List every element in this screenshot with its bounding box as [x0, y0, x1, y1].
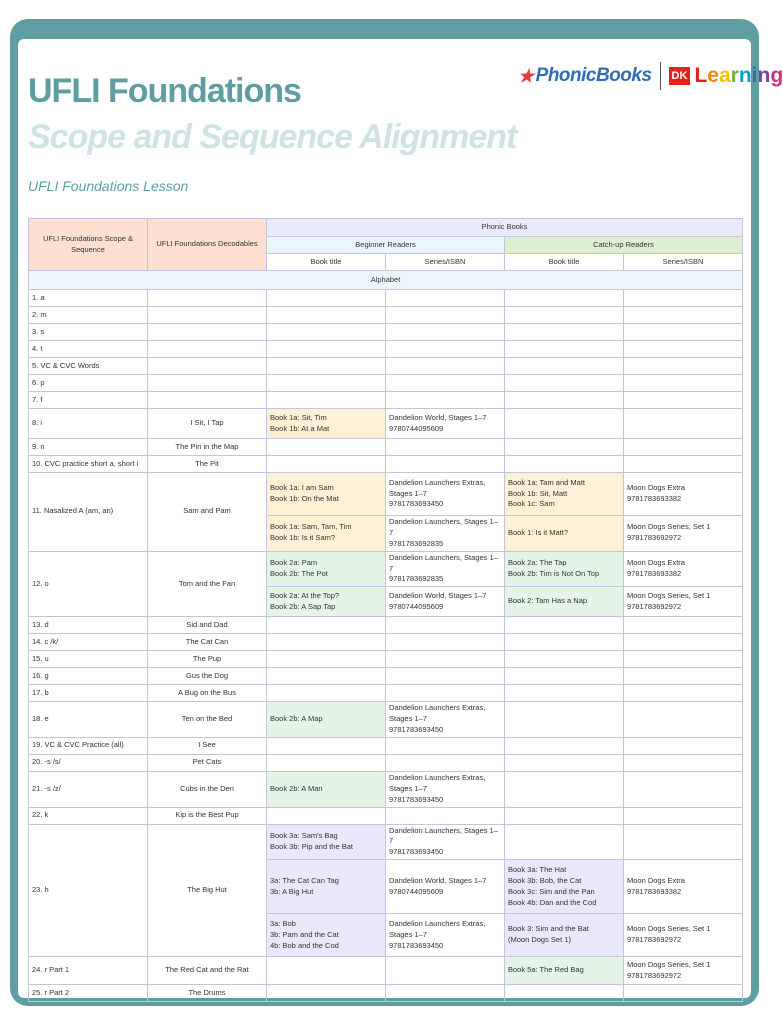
table-cell: [505, 824, 624, 860]
table-cell: Dandelion Launchers Extras, Stages 1–7 9781783693450: [386, 473, 505, 516]
table-cell: [505, 324, 624, 341]
table-cell: Book 1a: I am Sam Book 1b: On the Mat: [267, 473, 386, 516]
table-cell: Moon Dogs Series, Set 1 9781783692972: [624, 914, 743, 957]
table-cell: 24. r Part 1: [29, 957, 148, 985]
table-cell: [505, 737, 624, 754]
table-cell: Sid and Dad: [148, 617, 267, 634]
table-cell: The Big Hut: [148, 824, 267, 957]
table-cell: [386, 957, 505, 985]
table-cell: [624, 617, 743, 634]
table-cell: 23. h: [29, 824, 148, 957]
table-cell: Moon Dogs Series, Set 1 9781783692972: [624, 957, 743, 985]
table-cell: Book 3a: The Hat Book 3b: Bob, the Cat Book 3c: Sim and the Pan Book 4b: Dan and the Cod: [505, 860, 624, 914]
star-icon: ★: [518, 65, 534, 86]
table-cell: [267, 392, 386, 409]
table-cell: 11. Nasalized A (am, an): [29, 473, 148, 552]
table-cell: Cubs in the Den: [148, 771, 267, 807]
table-cell: Kip is the Best Pup: [148, 807, 267, 824]
table-cell: [148, 358, 267, 375]
table-cell: [386, 617, 505, 634]
table-cell: Moon Dogs Extra 9781783693382: [624, 473, 743, 516]
table-cell: [624, 771, 743, 807]
phonic-books-wordmark: PhonicBooks: [535, 65, 652, 86]
table-cell: Book 1a: Tam and Matt Book 1b: Sit, Matt Book 1c: Sam: [505, 473, 624, 516]
table-cell: 25. r Part 2: [29, 985, 148, 1002]
table-cell: 4. t: [29, 341, 148, 358]
phonic-books-logo: [518, 65, 652, 87]
alignment-table: [28, 218, 743, 1002]
table-cell: Book 3: Sim and the Bat (Moon Dogs Set 1): [505, 914, 624, 957]
table-cell: [267, 290, 386, 307]
table-cell: [386, 375, 505, 392]
table-cell: Book 2b: A Map: [267, 702, 386, 738]
table-cell: [505, 702, 624, 738]
table-cell: The Pit: [148, 456, 267, 473]
col-scope-header: UFLI Foundations Scope & Sequence: [29, 219, 148, 271]
table-cell: [148, 290, 267, 307]
book-title-header: Book title: [505, 254, 624, 271]
table-cell: [624, 737, 743, 754]
table-cell: [505, 307, 624, 324]
table-cell: 13. d: [29, 617, 148, 634]
table-cell: [624, 754, 743, 771]
table-cell: 10. CVC practice short a, short i: [29, 456, 148, 473]
table-row: [29, 375, 743, 392]
table-row: [29, 771, 743, 807]
table-cell: [624, 668, 743, 685]
table-cell: [505, 617, 624, 634]
table-cell: [267, 957, 386, 985]
table-cell: [148, 324, 267, 341]
table-cell: Book 1a: Sit, Tim Book 1b: At a Mat: [267, 409, 386, 439]
table-cell: [624, 685, 743, 702]
table-cell: 15. u: [29, 651, 148, 668]
section-alphabet: Alphabet: [29, 271, 743, 290]
col-decodables-header: UFLI Foundations Decodables: [148, 219, 267, 271]
table-cell: [505, 668, 624, 685]
table-cell: 2. m: [29, 307, 148, 324]
table-row: [29, 702, 743, 738]
table-cell: [267, 668, 386, 685]
table-cell: 7. f: [29, 392, 148, 409]
table-cell: [624, 341, 743, 358]
table-cell: Moon Dogs Series, Set 1 9781783692972: [624, 516, 743, 552]
table-cell: [267, 375, 386, 392]
table-cell: [624, 392, 743, 409]
table-cell: [624, 651, 743, 668]
table-cell: 9. n: [29, 439, 148, 456]
table-cell: 5. VC & CVC Words: [29, 358, 148, 375]
table-cell: 3a: Bob 3b: Pam and the Cat 4b: Bob and the Cod: [267, 914, 386, 957]
table-cell: [624, 807, 743, 824]
table-cell: The Red Cat and the Rat: [148, 957, 267, 985]
table-cell: 19. VC & CVC Practice (all): [29, 737, 148, 754]
table-cell: Moon Dogs Extra 9781783693382: [624, 551, 743, 587]
table-row: [29, 341, 743, 358]
table-cell: [267, 754, 386, 771]
table-cell: 12. o: [29, 551, 148, 617]
table-cell: [386, 392, 505, 409]
table-row: [29, 824, 743, 860]
table-cell: Dandelion World, Stages 1–7 9780744095609: [386, 860, 505, 914]
table-cell: [386, 307, 505, 324]
table-cell: Book 2a: Pam Book 2b: The Pot: [267, 551, 386, 587]
table-cell: Book 5a: The Red Bag: [505, 957, 624, 985]
table-cell: [386, 358, 505, 375]
table-cell: 16. g: [29, 668, 148, 685]
table-cell: [386, 456, 505, 473]
table-cell: Book 2a: The Tap Book 2b: Tim is Not On Top: [505, 551, 624, 587]
page-title: UFLI Foundations: [28, 72, 301, 110]
table-cell: [624, 290, 743, 307]
table-cell: 8. i: [29, 409, 148, 439]
table-cell: [386, 341, 505, 358]
page-subtitle: Scope and Sequence Alignment: [28, 118, 517, 156]
table-cell: 21. -s /z/: [29, 771, 148, 807]
table-cell: 1. a: [29, 290, 148, 307]
table-cell: [148, 341, 267, 358]
table-cell: [624, 409, 743, 439]
table-row: [29, 634, 743, 651]
table-cell: [386, 668, 505, 685]
table-cell: Gus the Dog: [148, 668, 267, 685]
table-cell: [624, 307, 743, 324]
table-row: [29, 551, 743, 587]
table-cell: [505, 456, 624, 473]
table-row: [29, 651, 743, 668]
table-cell: [505, 290, 624, 307]
table-cell: [505, 634, 624, 651]
table-cell: [267, 456, 386, 473]
table-cell: Book 2a: At the Top? Book 2b: A Sap Tap: [267, 587, 386, 617]
table-cell: I See: [148, 737, 267, 754]
table-cell: [624, 702, 743, 738]
table-cell: Moon Dogs Extra 9781783693382: [624, 860, 743, 914]
table-cell: [624, 324, 743, 341]
table-cell: [267, 358, 386, 375]
table-cell: 14. c /k/: [29, 634, 148, 651]
table-cell: [505, 651, 624, 668]
table-cell: [505, 375, 624, 392]
table-row: [29, 439, 743, 456]
table-row: [29, 617, 743, 634]
logos: [518, 56, 783, 96]
dk-logo: DK: [669, 67, 691, 85]
table-cell: [505, 341, 624, 358]
table-cell: [505, 685, 624, 702]
table-cell: Book 2b: A Man: [267, 771, 386, 807]
table-cell: A Bug on the Bus: [148, 685, 267, 702]
table-cell: [624, 358, 743, 375]
table-row: [29, 324, 743, 341]
table-cell: [267, 685, 386, 702]
table-cell: [148, 392, 267, 409]
table-cell: Dandelion World, Stages 1–7 9780744095609: [386, 409, 505, 439]
table-cell: [386, 290, 505, 307]
table-cell: [267, 617, 386, 634]
table-row: [29, 685, 743, 702]
table-row: [29, 290, 743, 307]
learning-logo: Learning: [694, 64, 783, 87]
lesson-label: UFLI Foundations Lesson: [28, 178, 189, 194]
table-cell: Dandelion Launchers Extras, Stages 1–7 9781783693450: [386, 702, 505, 738]
table-cell: 20. -s /s/: [29, 754, 148, 771]
table-cell: [624, 985, 743, 1002]
table-cell: 6. p: [29, 375, 148, 392]
catchup-readers-header: Catch-up Readers: [505, 237, 743, 254]
table-cell: 17. b: [29, 685, 148, 702]
table-cell: The Drums: [148, 985, 267, 1002]
table-cell: [267, 651, 386, 668]
table-cell: 3. s: [29, 324, 148, 341]
table-row: [29, 737, 743, 754]
table-cell: The Cat Can: [148, 634, 267, 651]
table-cell: [505, 754, 624, 771]
table-cell: [148, 307, 267, 324]
table-cell: [148, 375, 267, 392]
table-cell: [267, 737, 386, 754]
table-cell: The Pin in the Map: [148, 439, 267, 456]
table-cell: [624, 824, 743, 860]
table-cell: [386, 807, 505, 824]
table-cell: [505, 439, 624, 456]
table-cell: [505, 392, 624, 409]
table-cell: [505, 807, 624, 824]
table-cell: [386, 737, 505, 754]
table-cell: [505, 409, 624, 439]
table-cell: [267, 324, 386, 341]
table-cell: [267, 807, 386, 824]
table-cell: Sam and Pam: [148, 473, 267, 552]
table-cell: [267, 985, 386, 1002]
phonic-books-header: Phonic Books: [267, 219, 743, 237]
book-title-header: Book title: [267, 254, 386, 271]
table-cell: Dandelion Launchers, Stages 1–7 9781783692835: [386, 551, 505, 587]
table-cell: The Pup: [148, 651, 267, 668]
table-cell: [267, 341, 386, 358]
table-cell: [267, 634, 386, 651]
table-cell: Dandelion Launchers, Stages 1–7 9781783692835: [386, 516, 505, 552]
table-cell: [624, 456, 743, 473]
table-cell: Dandelion Launchers Extras, Stages 1–7 9781783693450: [386, 914, 505, 957]
table-cell: [505, 771, 624, 807]
table-cell: [386, 685, 505, 702]
table-cell: [386, 439, 505, 456]
table-cell: [386, 324, 505, 341]
table-cell: Pet Cats: [148, 754, 267, 771]
table-cell: [624, 375, 743, 392]
table-cell: Dandelion Launchers Extras, Stages 1–7 9781783693450: [386, 771, 505, 807]
table-row: [29, 807, 743, 824]
table-cell: 18. e: [29, 702, 148, 738]
table-cell: [505, 358, 624, 375]
table-row: [29, 754, 743, 771]
table-row: [29, 409, 743, 439]
table-row: [29, 985, 743, 1002]
table-cell: Book 3a: Sam's Bag Book 3b: Pip and the Bat: [267, 824, 386, 860]
table-row: [29, 957, 743, 985]
table-cell: [267, 307, 386, 324]
table-cell: Dandelion Launchers, Stages 1–7 9781783693450: [386, 824, 505, 860]
table-cell: Dandelion World, Stages 1–7 9780744095609: [386, 587, 505, 617]
table-cell: I Sit, I Tap: [148, 409, 267, 439]
table-row: [29, 668, 743, 685]
beginner-readers-header: Beginner Readers: [267, 237, 505, 254]
table-cell: [624, 634, 743, 651]
table-cell: [624, 439, 743, 456]
table-cell: [386, 754, 505, 771]
series-isbn-header: Series/ISBN: [386, 254, 505, 271]
table-cell: [505, 985, 624, 1002]
logo-divider: [660, 62, 661, 90]
table-cell: Book 1: Is it Matt?: [505, 516, 624, 552]
table-row: [29, 392, 743, 409]
table-cell: [386, 985, 505, 1002]
table-row: [29, 456, 743, 473]
table-cell: [267, 439, 386, 456]
table-cell: Tom and the Fan: [148, 551, 267, 617]
table-cell: [386, 651, 505, 668]
table-row: [29, 358, 743, 375]
table-row: [29, 473, 743, 516]
table-cell: [386, 634, 505, 651]
table-cell: 22. k: [29, 807, 148, 824]
table-row: [29, 307, 743, 324]
table-cell: Book 2: Tam Has a Nap: [505, 587, 624, 617]
table-cell: Ten on the Bed: [148, 702, 267, 738]
table-cell: Book 1a: Sam, Tam, Tim Book 1b: Is it Sam?: [267, 516, 386, 552]
table-cell: Moon Dogs Series, Set 1 9781783692972: [624, 587, 743, 617]
table-cell: 3a: The Cat Can Tag 3b: A Big Hut: [267, 860, 386, 914]
series-isbn-header: Series/ISBN: [624, 254, 743, 271]
